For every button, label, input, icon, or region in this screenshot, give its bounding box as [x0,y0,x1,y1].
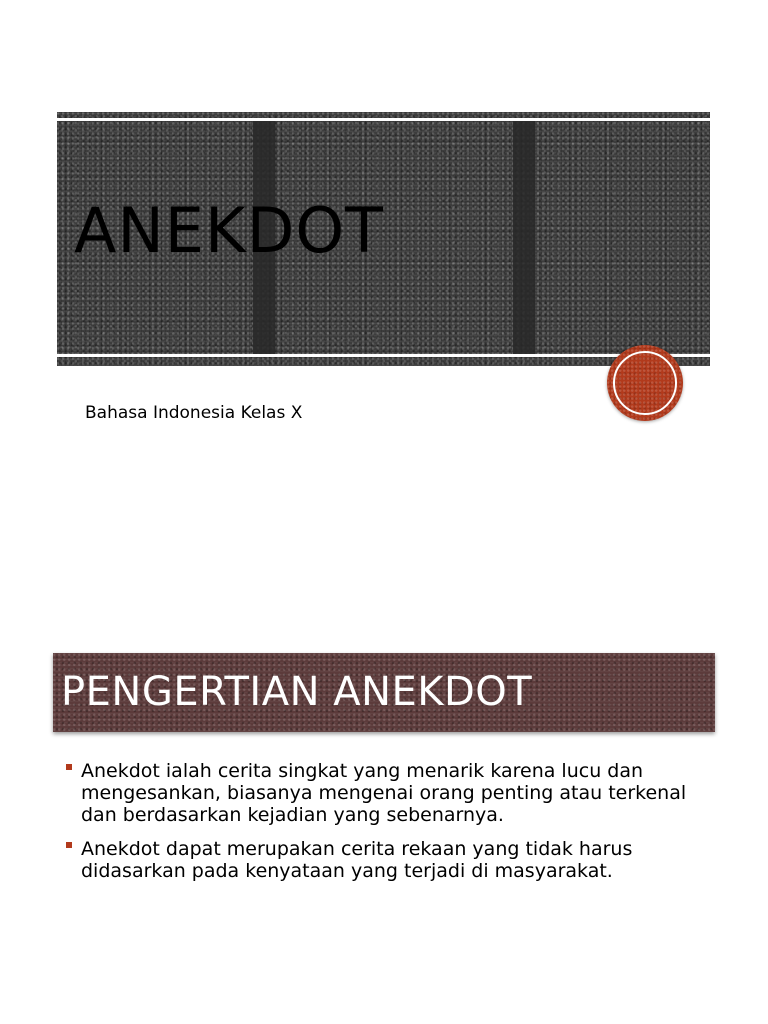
list-item [64,760,714,826]
section-header [53,653,715,732]
list-item [64,838,714,882]
banner-band [513,121,535,354]
bullet-square-icon [66,764,72,770]
slide-title: ANEKDOT [74,194,385,267]
accent-circle-icon [607,345,683,421]
bullet-text: Anekdot dapat merupakan cerita rekaan yang tidak harus didasarkan pada kenyataan yang terjadi di masyarakat. [81,838,633,882]
banner-bottom-line [57,354,710,357]
section-title: PENGERTIAN ANEKDOT [61,669,533,715]
bullet-list [64,760,714,894]
banner-top-line [57,118,710,121]
slide-subtitle: Bahasa Indonesia Kelas X [85,403,303,423]
bullet-square-icon [66,842,72,848]
bullet-text: Anekdot ialah cerita singkat yang menarik karena lucu dan mengesankan, biasanya mengenai orang penting atau terkenal dan berdasarkan kejadian yang sebenarnya. [81,760,687,826]
